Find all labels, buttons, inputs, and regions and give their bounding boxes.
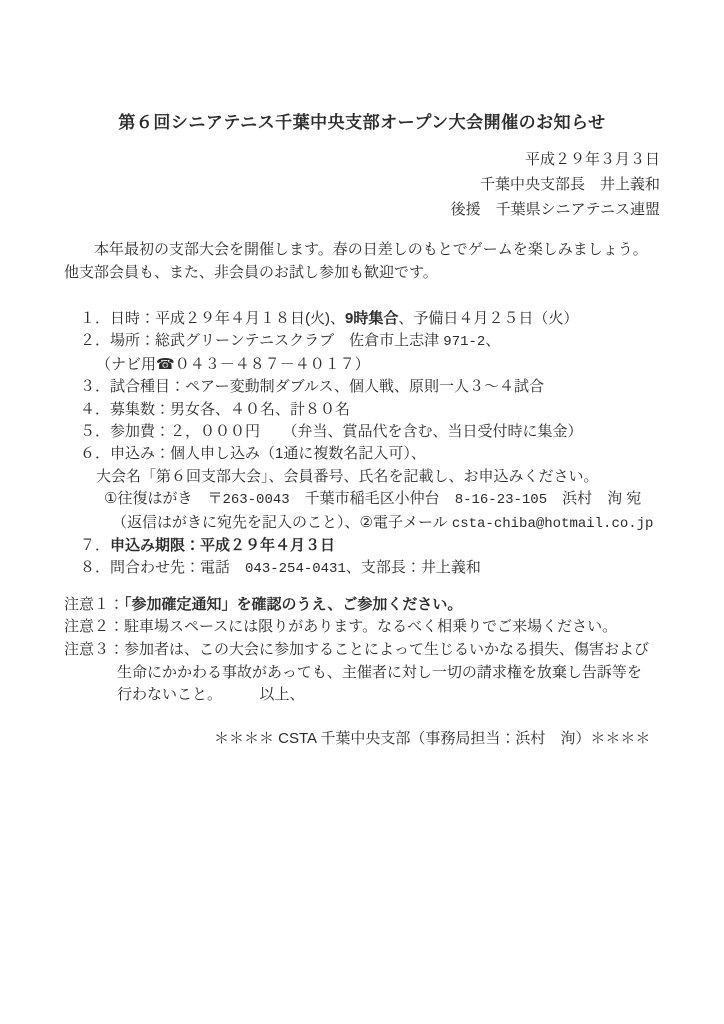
item-5-number: ５． <box>80 423 111 441</box>
list-item-1 <box>80 308 660 330</box>
note-3-continuation-1: 生命にかかわる事故があっても、主催者に対し一切の請求権を放棄し告訴等を <box>117 663 642 681</box>
item-4-text: 募集数：男女各、４０名、計８０名 <box>110 400 351 418</box>
items-list <box>64 308 660 581</box>
item-4-number: ４． <box>80 400 111 418</box>
postcard-label: ①往復はがき 〒 <box>104 490 223 508</box>
intro-paragraph <box>64 238 660 284</box>
page-title: 第６回シニアテニス千葉中央支部オープン大会開催のお知らせ <box>118 113 606 132</box>
item-6-number: ６． <box>80 445 111 463</box>
item-1-text-end: 、予備日４月２５日（火） <box>398 310 579 327</box>
author-line: 千葉中央支部長 井上義和 <box>479 176 660 193</box>
addressee-name: 浜村 洵 宛 <box>547 490 642 508</box>
intro-line-2: 他支部会員も、また、非会員のお試し参加も歓迎です。 <box>64 264 438 281</box>
meta-block <box>64 147 660 222</box>
address-number: 8-16-23-105 <box>454 492 548 509</box>
item-7-number: ７． <box>80 537 111 555</box>
notes-block <box>64 594 660 707</box>
note-2 <box>64 616 660 639</box>
note-1 <box>64 594 660 617</box>
note-3-text: 参加者は、この大会に参加することによって生じるいかなる損失、傷害および <box>124 641 650 659</box>
item-2-text: 場所：総武グリーンテニスクラブ 佐倉市上志津 <box>110 332 444 350</box>
note-3-continuation-2: 行わないこと。 以上、 <box>117 686 305 704</box>
email-text: csta-chiba@hotmail.co.jp <box>451 515 654 532</box>
item-8-text: 問合わせ先：電話 <box>110 559 246 577</box>
issue-date: 平成２９年３月３日 <box>524 151 660 168</box>
item-5-text: 参加費：２，０００円 （弁当、賞品代を含む、当日受付時に集金） <box>110 423 583 441</box>
list-item-6-sub-2 <box>104 488 660 511</box>
email-label: （返信はがきに宛先を記入のこと）、②電子メール <box>112 513 452 531</box>
note-1-label: 注意１： <box>64 595 125 613</box>
list-item-6-sub-3 <box>112 512 660 535</box>
postal-code: 263-0043 <box>222 492 290 509</box>
phone-icon: ☎ <box>156 355 175 373</box>
list-item-7 <box>80 535 660 557</box>
item-3-text: 試合種目：ペアー変動制ダブルス、個人戦、原則一人３～４試合 <box>110 378 544 396</box>
list-item-2 <box>80 330 660 353</box>
item-8-number: ８． <box>80 559 111 577</box>
postal-address: 千葉市稲毛区小仲台 <box>289 490 455 508</box>
item-1-number: １． <box>80 310 111 327</box>
note-3 <box>64 639 660 662</box>
item-7-bold-text: 申込み期限：平成２９年４月３日 <box>110 537 336 555</box>
list-item-8 <box>80 557 660 580</box>
navi-label: （ナビ用 <box>96 355 157 373</box>
item-2-address-number: 971-2 <box>443 334 486 351</box>
note-2-label: 注意２： <box>64 618 125 636</box>
item-2-text-end: 、 <box>485 332 501 350</box>
list-item-2-sub-navi <box>96 354 660 376</box>
list-item-6-sub-1 <box>96 466 660 488</box>
list-item-4 <box>80 399 660 421</box>
list-item-3 <box>80 376 660 398</box>
item-1-bold-text: 9時集合 <box>345 310 399 327</box>
item-6-sub-1-text: 大会名「第６回支部大会」、会員番号、氏名を記載し、お申込みください。 <box>96 467 599 485</box>
navi-phone-number: ０４３－４８７－４０１７） <box>174 355 370 373</box>
note-1-bold-text: 「参加確定通知」を確認のうえ、ご参加ください。 <box>124 595 463 613</box>
footer-signature: ＊＊＊＊ CSTA 千葉中央支部（事務局担当：浜村 洵）＊＊＊＊ <box>214 729 651 747</box>
note-3-label: 注意３： <box>64 641 125 659</box>
support-line: 後援 千葉県シニアテニス連盟 <box>450 201 660 218</box>
item-6-text: 申込み：個人申し込み（1通に複数名記入可）、 <box>110 445 426 463</box>
item-3-number: ３． <box>80 378 111 396</box>
item-1-text: 日時：平成２９年４月１８日(火)、 <box>110 310 346 327</box>
item-2-number: ２． <box>80 332 111 350</box>
intro-line-1: 本年最初の支部大会を開催します。春の日差しのもとでゲームを楽しみましょう。 <box>94 241 648 258</box>
note-2-text: 駐車場スペースには限りがあります。なるべく相乗りでご来場ください。 <box>124 618 618 636</box>
item-8-text-end: 、支部長：井上義和 <box>345 559 481 577</box>
list-item-5 <box>80 421 660 443</box>
contact-phone-number: 043-254-0431 <box>245 561 346 578</box>
list-item-6 <box>80 443 660 465</box>
